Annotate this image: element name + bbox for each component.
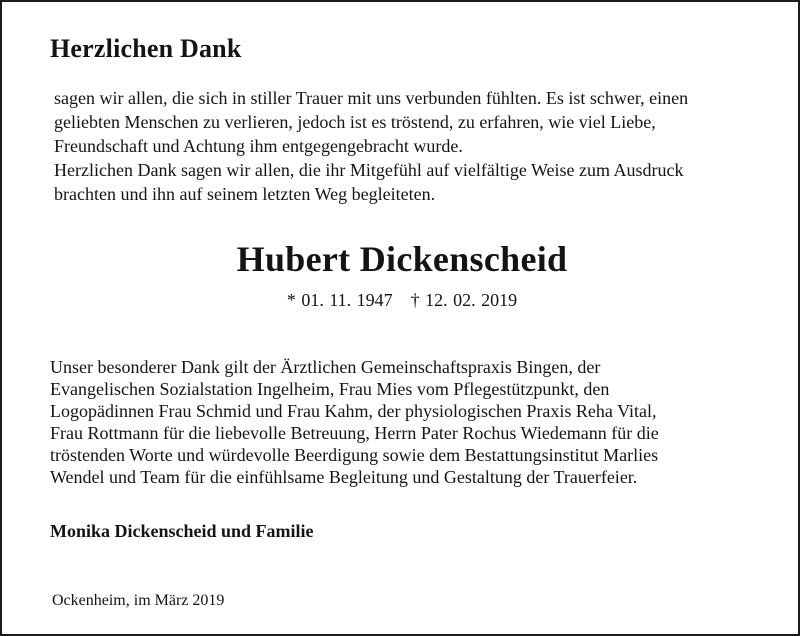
signature: Monika Dickenscheid und Familie: [50, 521, 314, 541]
intro-line: brachten und ihn auf seinem letzten Weg begleiteten.: [54, 184, 436, 204]
thanks-line: Frau Rottmann für die liebevolle Betreuung, Herrn Pater Rochus Wiedemann für die: [50, 423, 659, 443]
thanks-line: Unser besonderer Dank gilt der Ärztlichen Gemeinschaftspraxis Bingen, der: [50, 357, 601, 377]
heading: Herzlichen Dank: [50, 34, 242, 63]
thanks-line: Evangelischen Sozialstation Ingelheim, Frau Mies vom Pflegestützpunkt, den: [50, 379, 610, 399]
death-date: † 12. 02. 2019: [410, 290, 518, 310]
life-dates: [2, 290, 800, 311]
thanks-line: tröstenden Worte und würdevolle Beerdigung sowie dem Bestattungsinstitut Marlies: [50, 445, 659, 465]
thanks-line: Logopädinnen Frau Schmid und Frau Kahm, der physiologischen Praxis Reha Vital,: [50, 401, 657, 421]
intro-line: sagen wir allen, die sich in stiller Trauer mit uns verbunden fühlten. Es ist schwer, einen: [54, 88, 689, 108]
thanks-line: Wendel und Team für die einfühlsame Begleitung und Gestaltung der Trauerfeier.: [50, 467, 638, 487]
intro-line: Herzlichen Dank sagen wir allen, die ihr Mitgefühl auf vielfältige Weise zum Ausdruck: [54, 160, 684, 180]
intro-line: geliebten Menschen zu verlieren, jedoch ist es tröstend, zu erfahren, wie viel Liebe,: [54, 112, 656, 132]
deceased-name: Hubert Dickenscheid: [236, 239, 568, 279]
intro-line: Freundschaft und Achtung ihm entgegengebracht wurde.: [54, 136, 463, 156]
place-date: Ockenheim, im März 2019: [52, 592, 225, 609]
thanks-paragraph: [50, 356, 659, 488]
intro-paragraph: [54, 86, 688, 206]
birth-date: * 01. 11. 1947: [286, 290, 393, 310]
